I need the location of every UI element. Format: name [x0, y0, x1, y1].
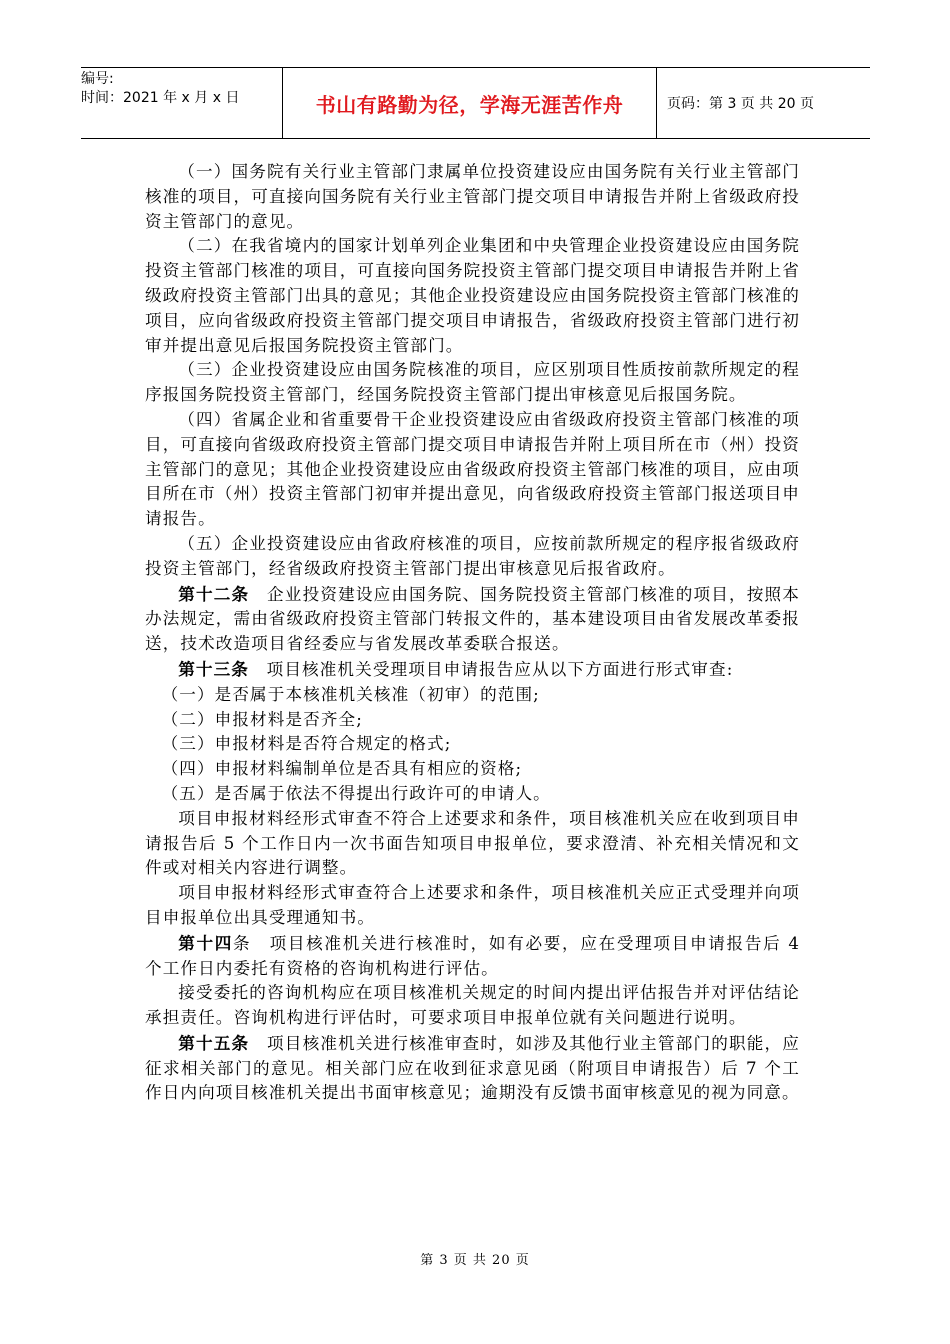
- header-page-cell: [657, 68, 870, 138]
- page-footer: 第 3 页 共 20 页: [420, 1253, 530, 1268]
- article-14-title: 第十四: [178, 932, 234, 953]
- motto-text: 书山有路勤为径，学海无涯苦作舟: [315, 92, 624, 117]
- header-meta: [81, 68, 283, 138]
- article-13: [145, 657, 800, 683]
- number-label: 编号:: [81, 71, 114, 87]
- article-14-text: 条 项目核准机关进行核准时，如有必要，应在受理项目申请报告后 4 个工作日内委托有资格的咨询机构进行评估。: [145, 933, 800, 978]
- article-14-paragraph-1: 接受委托的咨询机构应在项目核准机关规定的时间内提出评估报告并对评估结论承担责任。咨询机构进行评估时，可要求项目申报单位就有关问题进行说明。: [145, 983, 800, 1028]
- article-13-paragraph-1: 项目申报材料经形式审查不符合上述要求和条件，项目核准机关应在收到项目申请报告后 5 个工作日内一次书面告知项目申报单位，要求澄清、补充相关情况和文件或对相关内容进行调整。: [145, 808, 800, 878]
- paragraph-item-2: （二）在我省境内的国家计划单列企业集团和中央管理企业投资建设应由国务院投资主管部门核准的项目，可直接向国务院投资主管部门提交项目申请报告并附上省级政府投资主管部门出具的意见；其他企业投资建设应由国务院投资主管部门核准的项目，应向省级政府投资主管部门提交项目申请报告，省级政府投资主管部门进行初审并提出意见后报国务院投资主管部门。: [145, 236, 800, 355]
- paragraph-item-1: （一）国务院有关行业主管部门隶属单位投资建设应由国务院有关行业主管部门核准的项目，可直接向国务院有关行业主管部门提交项目申请报告并附上省级政府投资主管部门的意见。: [145, 162, 800, 231]
- page-header: [81, 67, 870, 139]
- article-13-item-4: （四）申报材料编制单位是否具有相应的资格;: [161, 759, 523, 779]
- article-15-text: 项目核准机关进行核准审查时，如涉及其他行业主管部门的职能，应征求相关部门的意见。相关部门应在收到征求意见函（附项目申请报告）后 7 个工作日内向项目核准机关提出书面审核意见；逾期没有反馈书面审核意见的视为同意。: [145, 1033, 800, 1103]
- article-13-item-1: （一）是否属于本核准机关核准（初审）的范围;: [161, 684, 540, 704]
- article-13-paragraph-2: 项目申报材料经形式审查符合上述要求和条件，项目核准机关应正式受理并向项目申报单位出具受理通知书。: [145, 883, 800, 927]
- time-label: 时间：2021 年 x 月 x 日: [81, 90, 240, 106]
- page-code: 页码：第 3 页 共 20 页: [667, 96, 814, 112]
- article-15-title: 第十五条: [178, 1032, 250, 1053]
- paragraph-item-3: （三）企业投资建设应由国务院核准的项目，应区别项目性质按前款所规定的程序报国务院投资主管部门，经国务院投资主管部门提出审核意见后报国务院。: [145, 360, 800, 405]
- header-motto-cell: [283, 68, 657, 138]
- article-13-item-5: （五）是否属于依法不得提出行政许可的申请人。: [161, 783, 551, 803]
- article-13-text: 项目核准机关受理项目申请报告应从以下方面进行形式审查:: [248, 659, 734, 679]
- article-12: [145, 582, 800, 657]
- article-13-title: 第十三条: [178, 658, 249, 679]
- article-15: [145, 1031, 800, 1106]
- article-12-title: 第十二条: [178, 583, 250, 604]
- paragraph-item-5: （五）企业投资建设应由省政府核准的项目，应按前款所规定的程序报省级政府投资主管部门，经省级政府投资主管部门提出审核意见后报省政府。: [145, 533, 800, 578]
- paragraph-item-4: （四）省属企业和省重要骨干企业投资建设应由省级政府投资主管部门核准的项目，可直接向省级政府投资主管部门提交项目申请报告并附上项目所在市（州）投资主管部门的意见；其他企业投资建设应由省级政府投资主管部门核准的项目，应由项目所在市（州）投资主管部门初审并提出意见，向省级政府投资主管部门报送项目申请报告。: [145, 409, 800, 529]
- article-12-text: 企业投资建设应由国务院、国务院投资主管部门核准的项目，按照本办法规定，需由省级政府投资主管部门转报文件的，基本建设项目由省发展改革委报送，技术改造项目省经委应与省发展改革委联合报送。: [145, 584, 800, 654]
- article-14: [145, 931, 800, 982]
- article-13-item-2: （二）申报材料是否齐全;: [161, 709, 363, 729]
- article-13-item-3: （三）申报材料是否符合规定的格式;: [161, 734, 452, 754]
- document-body: [145, 160, 800, 1106]
